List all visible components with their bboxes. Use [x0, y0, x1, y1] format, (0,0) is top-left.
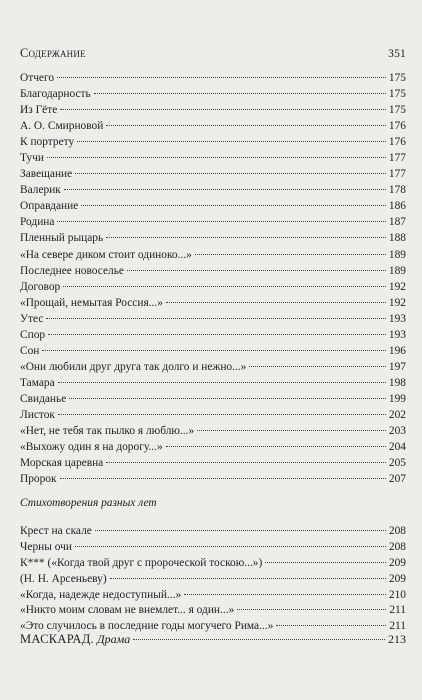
entry-title: «Они любили друг друга так долго и нежно...» [20, 360, 247, 373]
toc-entry [20, 150, 406, 166]
entry-title: К портрету [20, 136, 75, 149]
entry-title: «Это случилось в последние годы могучего Рима...» [20, 620, 274, 633]
toc-entry [20, 134, 406, 150]
entry-page: 209 [388, 556, 406, 569]
dot-leader [63, 286, 386, 287]
page-number: 351 [388, 48, 406, 60]
entry-page: 189 [388, 248, 406, 261]
entry-title: «На севере диком стоит одиноко...» [20, 248, 192, 261]
entry-page: 175 [388, 72, 406, 84]
toc-entry [20, 572, 406, 588]
entry-page: 213 [388, 632, 406, 646]
toc-entry [20, 102, 406, 118]
toc-entry [20, 311, 406, 327]
entry-title: Черны очи [20, 540, 72, 553]
entry-page: 175 [388, 88, 406, 101]
dot-leader [249, 366, 386, 367]
dot-leader [184, 594, 386, 595]
dot-leader [133, 639, 385, 640]
entry-page: 186 [388, 200, 406, 213]
toc-entry [20, 182, 406, 198]
toc-entry [20, 439, 406, 455]
entry-page: 196 [388, 344, 406, 357]
dot-leader [110, 578, 386, 579]
entry-title: МАСКАРАД. [20, 632, 94, 646]
entry-title: (Н. Н. Арсеньеву) [20, 572, 107, 585]
entry-page: 193 [388, 312, 406, 325]
entry-page: 209 [388, 572, 406, 585]
entry-page: 211 [389, 604, 406, 617]
toc-entry [20, 198, 406, 214]
toc-entry-masquerade [20, 632, 406, 647]
dot-leader [58, 414, 386, 415]
dot-leader [77, 141, 386, 142]
entry-page: 208 [388, 525, 406, 537]
dot-leader [57, 221, 385, 222]
dot-leader [60, 109, 386, 110]
entry-title: Листок [20, 408, 55, 421]
entry-page: 187 [388, 216, 406, 229]
toc-entry [20, 247, 406, 263]
entry-title: Родина [20, 216, 55, 229]
entry-page: 178 [388, 184, 406, 197]
dot-leader [57, 77, 386, 78]
entry-page: 203 [388, 425, 406, 438]
entry-title: Сон [20, 344, 40, 357]
dot-leader [75, 546, 386, 547]
entry-title: «Никто моим словам не внемлет... я один...» [20, 604, 235, 617]
entry-title: А. О. Смирновой [20, 120, 104, 133]
running-title: Содержание [20, 46, 86, 60]
dot-leader [69, 398, 386, 399]
entry-page: 192 [388, 280, 406, 293]
dot-leader [166, 302, 386, 303]
entry-page: 177 [388, 152, 406, 165]
entry-page: 205 [388, 457, 406, 470]
toc-entry [20, 359, 406, 375]
entry-title: Утес [20, 312, 44, 325]
entry-title: Договор [20, 280, 61, 293]
toc-entry [20, 455, 406, 471]
toc-entry [20, 70, 406, 86]
entry-page: 177 [388, 168, 406, 181]
dot-leader [106, 462, 386, 463]
dot-leader [95, 530, 386, 531]
entry-title: Тучи [20, 152, 44, 165]
toc-section-list [20, 524, 406, 635]
entry-page: 198 [388, 376, 406, 389]
entry-page: 193 [388, 328, 406, 341]
toc-entry [20, 603, 406, 619]
entry-title: Тамара [20, 376, 55, 389]
dot-leader [276, 625, 386, 626]
entry-page: 189 [388, 264, 406, 277]
dot-leader [127, 270, 386, 271]
dot-leader [237, 609, 386, 610]
entry-title: Из Гёте [20, 104, 58, 117]
entry-page: 192 [388, 296, 406, 309]
entry-title: Завещание [20, 168, 73, 181]
dot-leader [75, 173, 386, 174]
entry-page: 210 [388, 588, 406, 601]
toc-entry [20, 471, 406, 487]
toc-entry [20, 391, 406, 407]
entry-title: Отчего [20, 72, 55, 84]
entry-page: 176 [388, 136, 406, 149]
toc-entry [20, 556, 406, 572]
toc-entry [20, 407, 406, 423]
entry-page: 211 [389, 620, 406, 633]
dot-leader [94, 93, 386, 94]
toc-entry [20, 588, 406, 604]
entry-title: Валерик [20, 184, 61, 197]
dot-leader [166, 446, 386, 447]
dot-leader [106, 237, 386, 238]
toc-entry [20, 375, 406, 391]
section-title: Стихотворения разных лет [20, 497, 157, 509]
entry-page: 197 [388, 360, 406, 373]
page-header [20, 46, 406, 61]
dot-leader [60, 478, 386, 479]
dot-leader [265, 562, 386, 563]
toc-entry [20, 295, 406, 311]
entry-title: Оправдание [20, 200, 79, 213]
toc-main-list [20, 70, 406, 487]
entry-title: «Выхожу один я на дорогу...» [20, 441, 163, 454]
entry-page: 188 [388, 232, 406, 245]
toc-entry [20, 118, 406, 134]
entry-title: Спор [20, 328, 46, 341]
entry-title: «Когда, надежде недоступный...» [20, 588, 182, 601]
toc-entry [20, 214, 406, 230]
dot-leader [64, 189, 386, 190]
entry-page: 175 [388, 104, 406, 117]
dot-leader [195, 254, 386, 255]
toc-entry [20, 86, 406, 102]
dot-leader [47, 157, 386, 158]
entry-title: Благодарность [20, 88, 91, 101]
toc-entry [20, 166, 406, 182]
entry-page: 208 [388, 540, 406, 553]
entry-title: К*** («Когда твой друг с пророческой тоскою...») [20, 556, 263, 569]
dot-leader [81, 205, 386, 206]
entry-title: «Нет, не тебя так пылко я люблю...» [20, 425, 195, 438]
entry-title: Крест на скале [20, 525, 92, 537]
entry-page: 204 [388, 441, 406, 454]
toc-entry [20, 524, 406, 540]
entry-title: «Прощай, немытая Россия...» [20, 296, 163, 309]
toc-entry [20, 343, 406, 359]
toc-entry [20, 327, 406, 343]
entry-genre: Драма [96, 632, 131, 646]
entry-title: Последнее новоселье [20, 264, 124, 277]
toc-entry [20, 423, 406, 439]
toc-entry [20, 263, 406, 279]
entry-title: Пленный рыцарь [20, 232, 104, 245]
toc-entry [20, 279, 406, 295]
entry-title: Морская царевна [20, 457, 104, 470]
entry-page: 202 [388, 408, 406, 421]
dot-leader [58, 382, 386, 383]
entry-page: 176 [388, 120, 406, 133]
entry-page: 199 [388, 392, 406, 405]
dot-leader [197, 430, 386, 431]
dot-leader [106, 125, 386, 126]
dot-leader [42, 350, 386, 351]
dot-leader [46, 318, 385, 319]
entry-title: Пророк [20, 473, 57, 486]
toc-entry [20, 540, 406, 556]
toc-entry [20, 230, 406, 246]
entry-title: Свиданье [20, 392, 67, 405]
dot-leader [48, 334, 386, 335]
entry-page: 207 [388, 473, 406, 486]
